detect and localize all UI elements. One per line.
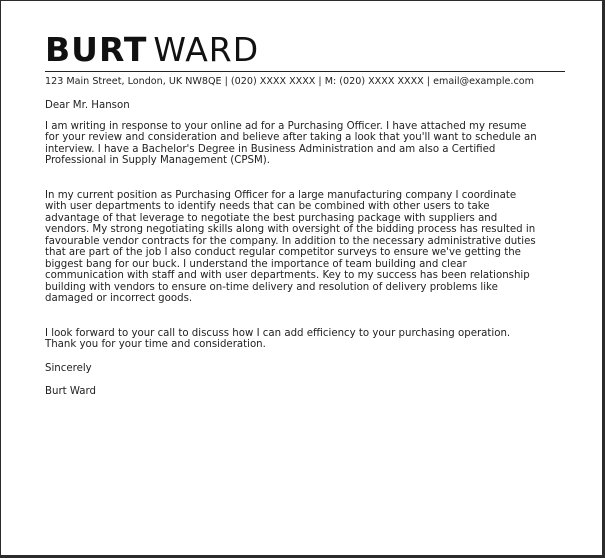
- last-name: WARD: [153, 30, 260, 69]
- letterhead-name: [45, 31, 565, 69]
- signature-name: Burt Ward: [45, 386, 97, 397]
- text-line: with user departments to identify needs that can be combined with other users to take: [45, 201, 490, 212]
- paragraph-closing: [45, 328, 565, 351]
- text-line: interview. I have a Bachelor's Degree in Business Administration and am also a Certified: [45, 143, 496, 155]
- letter-body: [45, 100, 565, 398]
- text-line: advantage of that leverage to negotiate the best purchasing package with suppliers and: [45, 212, 498, 224]
- contact-line: 123 Main Street, London, UK NW8QE | (020) XXXX XXXX | M: (020) XXXX XXXX | email@example.com: [45, 71, 565, 88]
- salutation: Dear Mr. Hanson: [45, 100, 130, 111]
- text-line: communication with staff and with user departments. Key to my success has been relationship: [45, 270, 530, 281]
- text-line: for your review and consideration and believe after taking a look that you'll want to schedule an: [45, 132, 537, 143]
- first-name: BURT: [45, 30, 148, 69]
- text-line: vendors. My strong negotiating skills along with oversight of the bidding process has resulted in: [45, 224, 536, 235]
- text-line: I look forward to your call to discuss how I can add efficiency to your purchasing operation.: [45, 327, 511, 339]
- cover-letter: [45, 31, 565, 398]
- paragraph-intro: [45, 121, 565, 167]
- text-line: Thank you for your time and consideration.: [45, 339, 266, 350]
- text-line: that are part of the job I also conduct regular competitor surveys to ensure we've getting the: [45, 247, 521, 258]
- paragraph-experience: [45, 190, 565, 305]
- text-line: damaged or incorrect goods.: [45, 293, 193, 304]
- complimentary-close: Sincerely: [45, 362, 92, 374]
- text-line: In my current position as Purchasing Officer for a large manufacturing company I coordinate: [45, 189, 517, 201]
- text-line: Professional in Supply Management (CPSM).: [45, 155, 270, 166]
- text-line: biggest bang for our buck. I understand the importance of team building and clear: [45, 258, 467, 270]
- text-line: favourable vendor contracts for the company. In addition to the necessary administrative duties: [45, 235, 536, 247]
- text-line: building with vendors to ensure on-time delivery and resolution of delivery problems like: [45, 281, 498, 293]
- text-line: I am writing in response to your online ad for a Purchasing Officer. I have attached my resume: [45, 120, 527, 132]
